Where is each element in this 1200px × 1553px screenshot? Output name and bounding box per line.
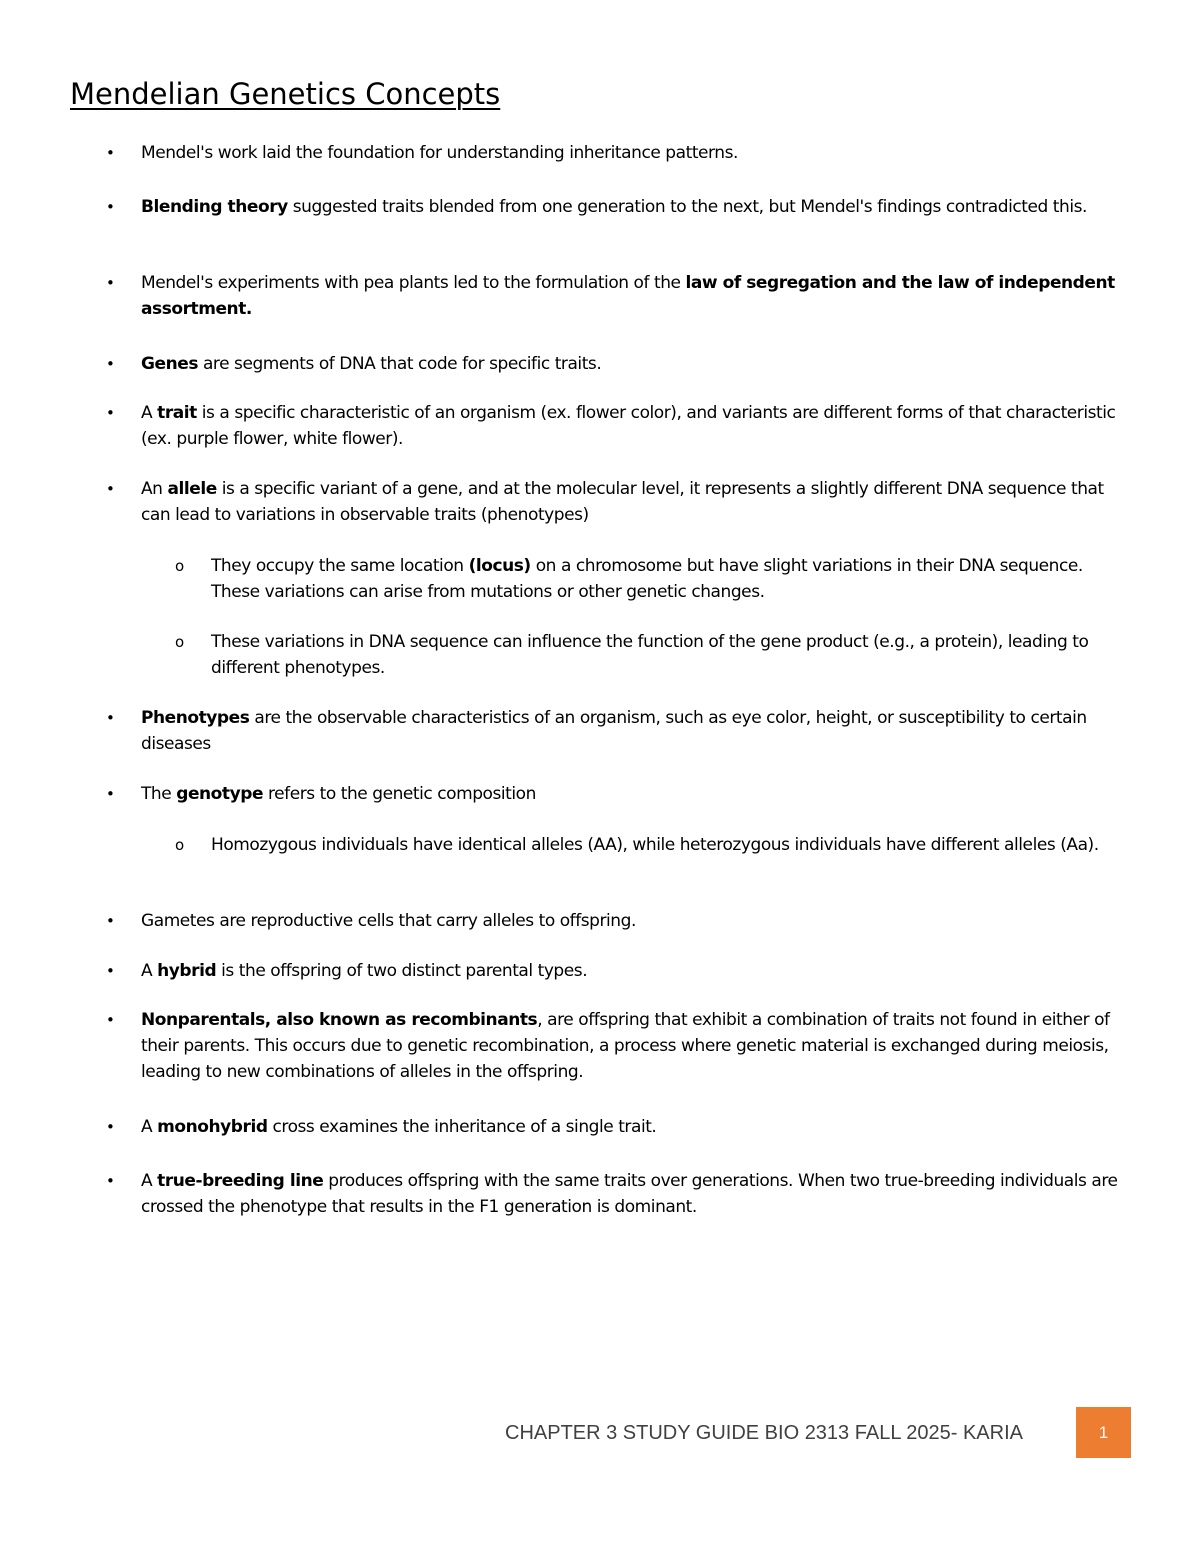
item-text: examines the inheritance of a single trait. [314, 1117, 657, 1137]
list-item [106, 958, 1131, 984]
page-number: 1 [1098, 1422, 1109, 1442]
bullet-icon: • [106, 912, 115, 930]
item-text: refers to the genetic composition [263, 784, 536, 804]
circle-bullet-icon: o [175, 836, 184, 854]
bullet-icon: • [106, 709, 115, 727]
list-item [106, 351, 1131, 377]
list-item [106, 781, 1131, 807]
item-text: are segments of DNA that code for specific traits. [198, 354, 602, 374]
list-item [106, 140, 1131, 166]
circle-bullet-icon: o [175, 557, 184, 575]
item-text: Homozygous individuals have identical alleles (AA), while heterozygous individuals have different alleles (Aa). [211, 835, 1099, 855]
term-blending-theory: Blending theory [141, 197, 288, 217]
item-text: cross [267, 1117, 315, 1137]
bullet-icon: • [106, 1118, 115, 1136]
item-text: These variations in DNA sequence can influence the function of the gene product (e.g., a protein), leading to different phenotypes. [211, 632, 1089, 678]
sub-list-item [175, 832, 1131, 858]
list-item [106, 270, 1131, 322]
item-text: The [141, 784, 177, 804]
bullet-icon: • [106, 480, 115, 498]
circle-bullet-icon: o [175, 633, 184, 651]
list-item [106, 1114, 1131, 1140]
list-item [106, 1168, 1131, 1220]
term-hybrid: hybrid [157, 961, 217, 981]
list-item [106, 908, 1131, 934]
bullet-icon: • [106, 274, 115, 292]
term-monohybrid: monohybrid [157, 1117, 268, 1137]
sub-list-item [175, 553, 1131, 605]
item-text: A [141, 961, 158, 981]
term-trait: trait [157, 403, 197, 423]
item-text: are the observable characteristics of an organism, such as eye color, height, or susceptibility to certain diseases [141, 708, 1087, 754]
item-text: A [141, 403, 158, 423]
bullet-icon: • [106, 962, 115, 980]
item-text: They occupy the same location [211, 556, 469, 576]
list-item [106, 194, 1131, 220]
list-item [106, 476, 1131, 528]
term-laws: law of segregation and the law of independent assortment. [141, 273, 1115, 319]
bullet-icon: • [106, 1011, 115, 1029]
list-item [106, 705, 1131, 757]
bullet-icon: • [106, 355, 115, 373]
list-item [106, 1007, 1131, 1085]
term-recombinants: Nonparentals, also known as recombinants [141, 1010, 538, 1030]
footer-text: CHAPTER 3 STUDY GUIDE BIO 2313 FALL 2025- KARIA [505, 1422, 1023, 1444]
bullet-icon: • [106, 785, 115, 803]
item-text: is the offspring of two distinct parental types. [216, 961, 588, 981]
term-true-breeding-line: true-breeding line [157, 1171, 324, 1191]
bullet-icon: • [106, 144, 115, 162]
bullet-icon: • [106, 198, 115, 216]
item-text: is a specific variant of a gene, and at the molecular level, it represents a slightly different DNA sequence that can lead to variations in observable traits (phenotypes) [141, 479, 1104, 525]
item-text: suggested traits blended from one generation to the next, but Mendel's findings contradicted this. [287, 197, 1087, 217]
term-genes: Genes [141, 354, 198, 374]
bullet-icon: • [106, 1172, 115, 1190]
item-text: Mendel's work laid the foundation for understanding inheritance patterns. [141, 143, 738, 163]
item-text: A [141, 1171, 158, 1191]
item-text: on a chromosome but have slight variations in their DNA sequence. These variations can arise from mutations or other genetic changes. [211, 556, 1083, 602]
bullet-icon: • [106, 404, 115, 422]
page-number-badge [1076, 1407, 1131, 1458]
item-text: A [141, 1117, 158, 1137]
term-genotype: genotype [176, 784, 264, 804]
page-title: Mendelian Genetics Concepts [70, 77, 501, 111]
item-text: Gametes are reproductive cells that carry alleles to offspring. [141, 911, 636, 931]
sub-list-item [175, 629, 1131, 681]
item-text: produces offspring with the same traits over generations. When two true-breeding individuals are crossed the phenotype that results in the F1 generation is dominant. [141, 1171, 1118, 1217]
list-item [106, 400, 1131, 452]
item-text: Mendel's experiments with pea plants led to the formulation of the [141, 273, 686, 293]
item-text: , are offspring that exhibit a combination of traits not found in either of their parents. This occurs due to genetic recombination, a process where genetic material is exchanged during meiosis, leading to new combinations of alleles in the offspring. [141, 1010, 1110, 1082]
term-locus: (locus) [468, 556, 531, 576]
term-phenotypes: Phenotypes [141, 708, 250, 728]
item-text: is a specific characteristic of an organism (ex. flower color), and variants are different forms of that characteristic (ex. purple flower, white flower). [141, 403, 1116, 449]
item-text: An [141, 479, 168, 499]
term-allele: allele [167, 479, 217, 499]
